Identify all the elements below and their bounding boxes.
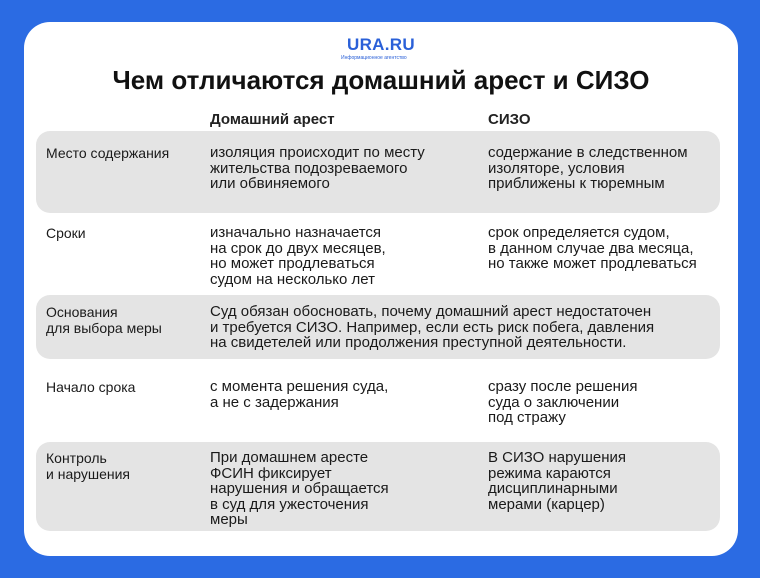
row-label: Начало срока bbox=[46, 379, 136, 395]
infographic-card bbox=[24, 22, 738, 556]
sizo-cell: В СИЗО нарушения режима караются дисциплинарными мерами (карцер) bbox=[488, 449, 626, 513]
house-arrest-cell: изоляция происходит по месту жительства подозреваемого или обвиняемого bbox=[210, 144, 425, 192]
house-arrest-cell: изначально назначается на срок до двух месяцев, но может продлеваться судом на несколько лет bbox=[210, 224, 386, 288]
brand-tagline: Информационное агентство bbox=[341, 55, 407, 61]
house-arrest-cell: При домашнем аресте ФСИН фиксирует нарушения и обращается в суд для ужесточения меры bbox=[210, 449, 389, 528]
row-label: Место содержания bbox=[46, 145, 170, 161]
table-row-terms bbox=[36, 216, 720, 292]
house-arrest-cell: с момента решения суда, а не с задержания bbox=[210, 378, 389, 411]
table-row-control bbox=[36, 442, 720, 531]
sizo-cell: сразу после решения суда о заключении под стражу bbox=[488, 378, 638, 426]
page-title: Чем отличаются домашний арест и СИЗО bbox=[112, 65, 650, 95]
row-label: Основания для выбора меры bbox=[46, 304, 162, 336]
row-label: Сроки bbox=[46, 225, 86, 241]
row-label: Контроль и нарушения bbox=[46, 450, 131, 482]
brand-name: URA.RU bbox=[347, 35, 415, 54]
table-row-grounds bbox=[36, 295, 720, 359]
table-row-start bbox=[36, 363, 720, 437]
sizo-cell: срок определяется судом, в данном случае два месяца, но также может продлеваться bbox=[488, 224, 697, 272]
column-header-sizo: СИЗО bbox=[488, 111, 531, 128]
brand-logo bbox=[24, 36, 738, 64]
sizo-cell: содержание в следственном изоляторе, условия приближены к тюремным bbox=[488, 144, 688, 192]
combined-cell: Суд обязан обосновать, почему домашний арест недостаточен и требуется СИЗО. Например, если есть риск побега, давления на свидетелей или продолжения преступной деятельности. bbox=[210, 303, 655, 351]
column-header-house-arrest: Домашний арест bbox=[210, 111, 335, 128]
table-row-location bbox=[36, 131, 720, 213]
